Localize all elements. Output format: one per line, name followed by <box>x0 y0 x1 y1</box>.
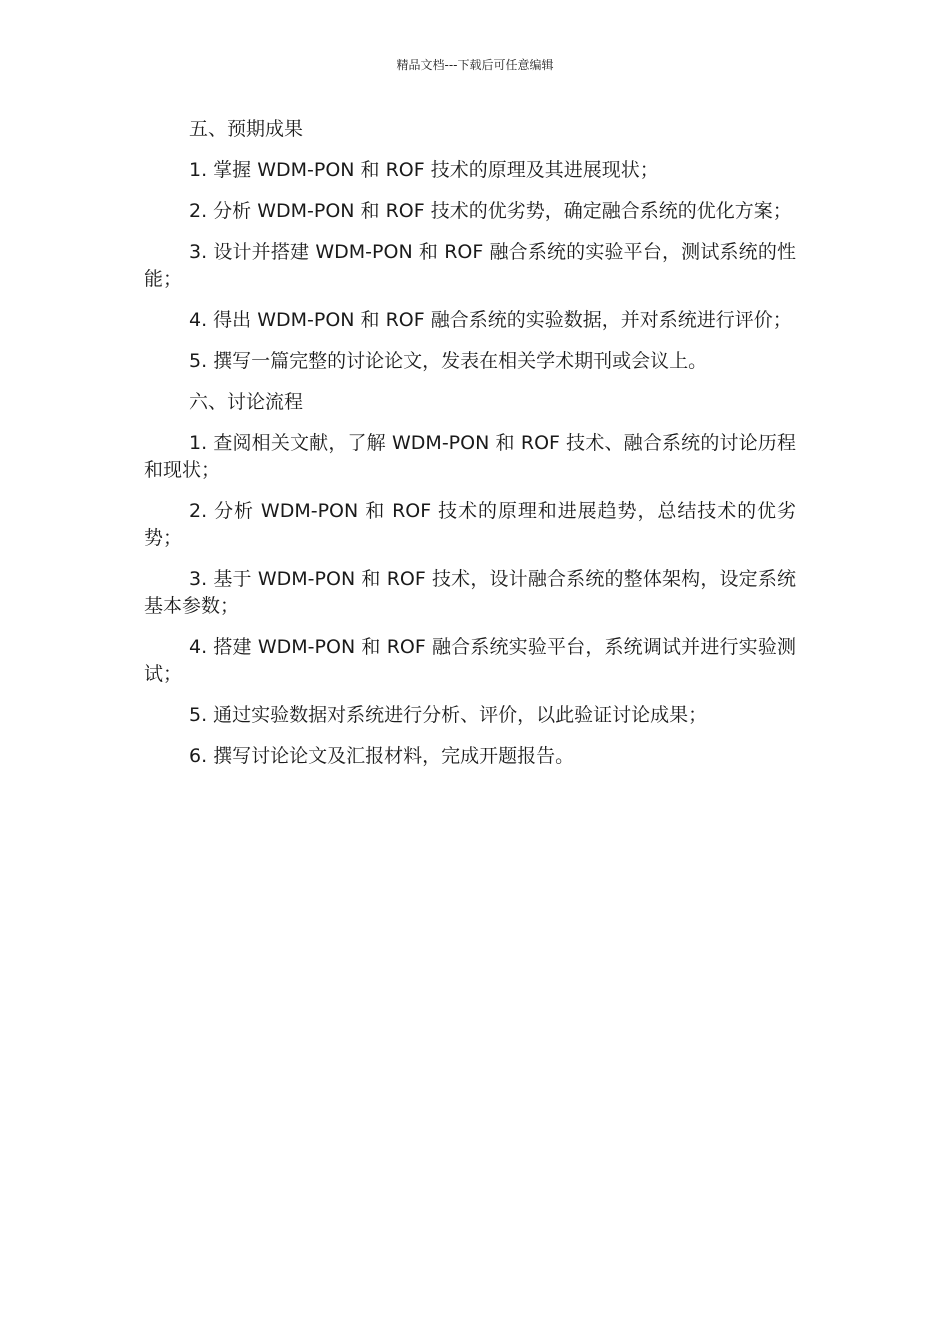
research-process-item: 3. 基于 WDM-PON 和 ROF 技术，设计融合系统的整体架构，设定系统基本参数； <box>144 568 796 617</box>
page-header: 精品文档---下载后可任意编辑 <box>396 58 554 72</box>
section-heading-expected-results: 五、预期成果 <box>189 118 304 140</box>
expected-result-item: 3. 设计并搭建 WDM-PON 和 ROF 融合系统的实验平台，测试系统的性能； <box>144 241 796 290</box>
expected-result-item: 2. 分析 WDM-PON 和 ROF 技术的优劣势，确定融合系统的优化方案； <box>189 200 792 222</box>
research-process-item: 6. 撰写讨论论文及汇报材料，完成开题报告。 <box>189 745 575 767</box>
research-process-item: 1. 查阅相关文献，了解 WDM-PON 和 ROF 技术、融合系统的讨论历程和现状； <box>144 432 796 481</box>
research-process-item: 5. 通过实验数据对系统进行分析、评价，以此验证讨论成果； <box>189 704 708 726</box>
section-heading-research-process: 六、讨论流程 <box>189 391 304 413</box>
document-body <box>144 116 796 784</box>
expected-result-item: 5. 撰写一篇完整的讨论论文，发表在相关学术期刊或会议上。 <box>189 350 708 372</box>
expected-result-item: 4. 得出 WDM-PON 和 ROF 融合系统的实验数据，并对系统进行评价； <box>189 309 792 331</box>
research-process-item: 4. 搭建 WDM-PON 和 ROF 融合系统实验平台，系统调试并进行实验测试； <box>144 636 796 685</box>
research-process-item: 2. 分析 WDM-PON 和 ROF 技术的原理和进展趋势，总结技术的优劣势； <box>144 500 796 549</box>
expected-result-item: 1. 掌握 WDM-PON 和 ROF 技术的原理及其进展现状； <box>189 159 659 181</box>
